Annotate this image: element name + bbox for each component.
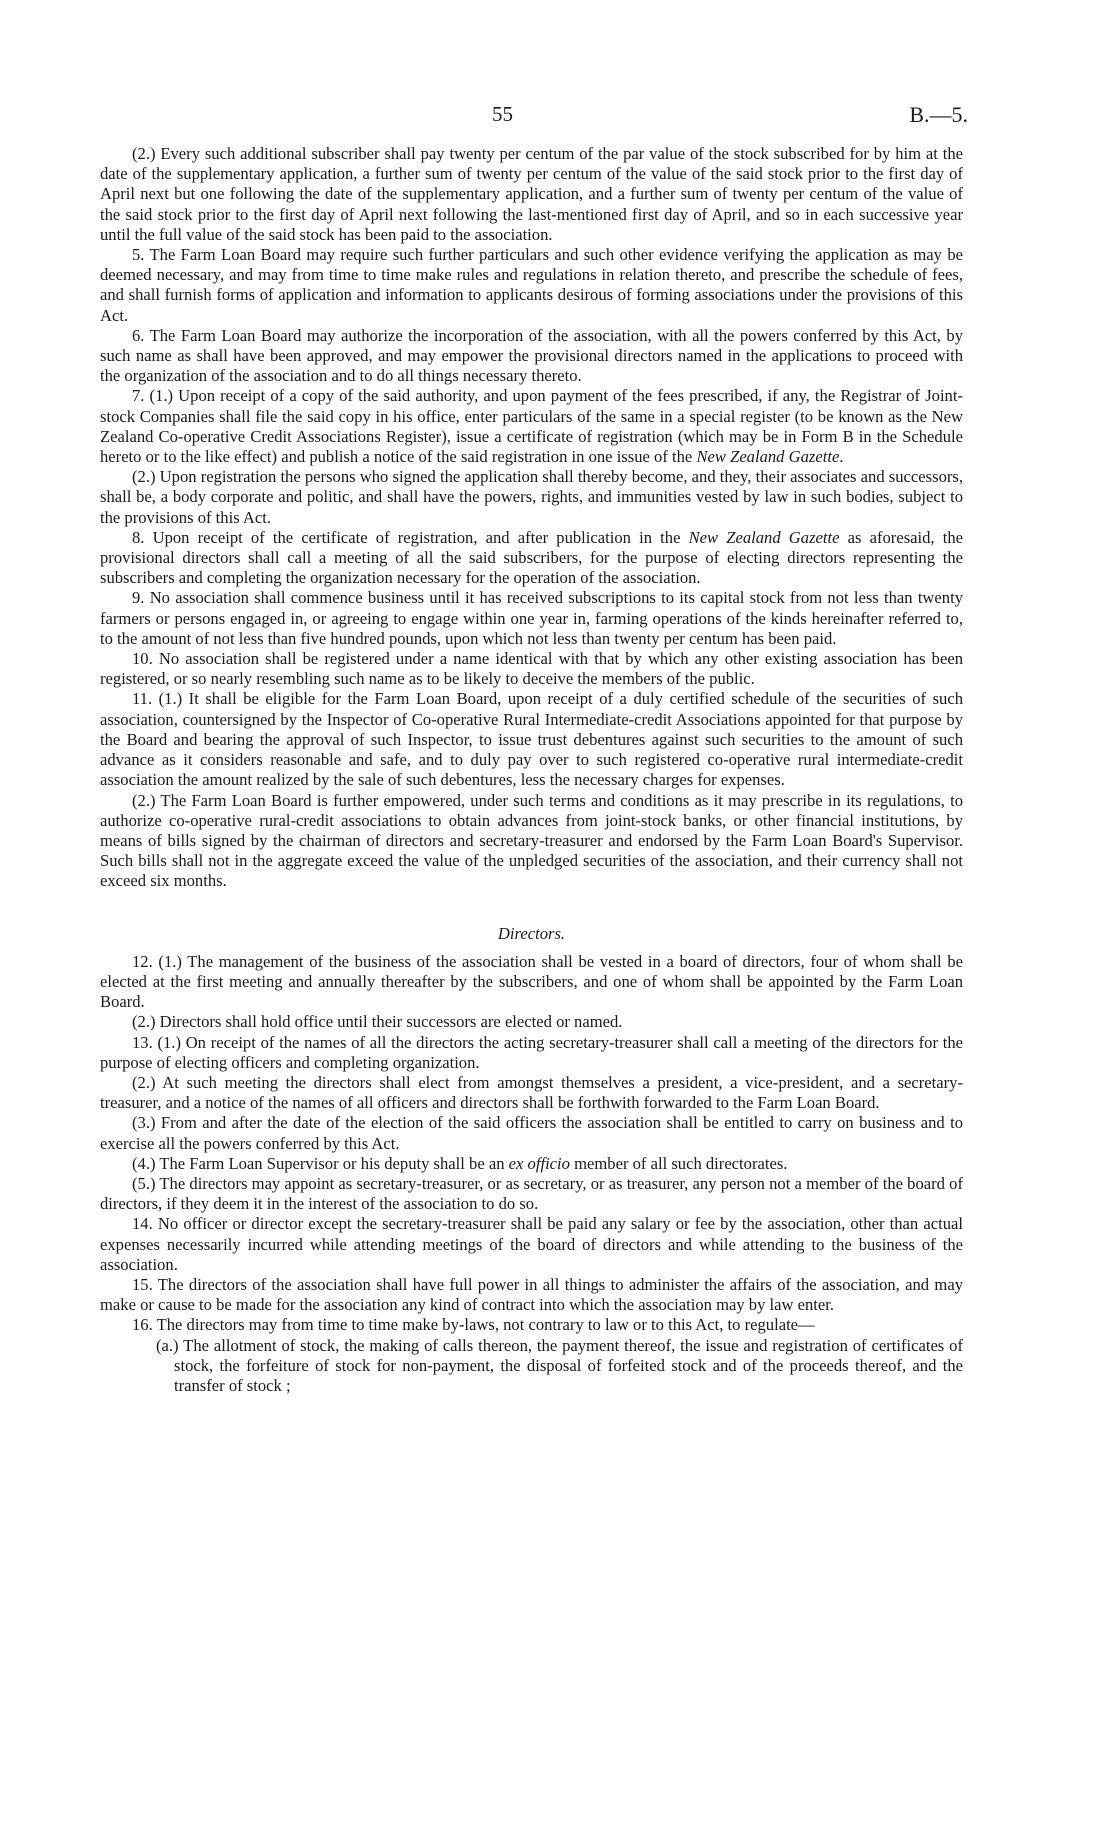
document-reference: B.—5. — [909, 102, 968, 127]
paragraph-9: 9. No association shall commence business until it has received subscriptions to its capital stock from not less than twenty farmers or persons engaged in, or agreeing to engage within one year in, farming operations of the kinds hereinafter referred to, to the amount of not less than five hundred pounds, upon which not less than twenty per centum has been paid. — [100, 588, 963, 648]
paragraph-8-text: 8. Upon receipt of the certificate of registration, and after publication in the — [132, 527, 689, 547]
paragraph-11-1: 11. (1.) It shall be eligible for the Farm Loan Board, upon receipt of a duly certified schedule of the securities of such association, countersigned by the Inspector of Co-operative Rural Intermediate-credit Associations appointed for that purpose by the Board and bearing the approval of such Inspector, to issue trust debentures against such securities to the amount of such advance as it considers reasonable and safe, and to duly pay over to such registered co-operative rural intermediate-credit association the amount realized by the sale of such debentures, less the necessary charges for expenses. — [100, 689, 963, 790]
paragraph-10: 10. No association shall be registered under a name identical with that by which any other existing association has been registered, or so nearly resembling such name as to be likely to deceive the members of the public. — [100, 649, 963, 689]
paragraph-16: 16. The directors may from time to time make by-laws, not contrary to law or to this Act, to regulate— — [132, 1315, 815, 1335]
gazette-title: New Zealand Gazette — [696, 447, 840, 467]
paragraph-8 — [100, 528, 963, 589]
paragraph-11-2: (2.) The Farm Loan Board is further empowered, under such terms and conditions as it may prescribe in its regulations, to authorize co-operative rural-credit associations to obtain advances from joint-stock banks, or other financial institutions, by means of bills signed by the chairman of directors and secretary-treasurer and endorsed by the Farm Loan Board's Supervisor. Such bills shall not in the aggregate exceed the value of the unpledged securities of the association, and their currency shall not exceed six months. — [100, 790, 963, 891]
paragraph-4-2: (2.) Every such additional subscriber shall pay twenty per centum of the par value of the stock subscribed for by him at the date of the supplementary application, a further sum of twenty per centum of the value of the said stock prior to the first day of April next but one following the date of the supplementary application, and a further sum of twenty per centum of the value of the said stock prior to the first day of April next following the last-mentioned first day of April, and so in each successive year until the full value of the said stock has been paid to the association. — [100, 144, 963, 244]
paragraph-7-2: (2.) Upon registration the persons who signed the application shall thereby become, and they, their associates and successors, shall be, a body corporate and politic, and shall have the powers, rights, and immunities vested by law in such bodies, subject to the provisions of this Act. — [100, 467, 963, 527]
paragraph-7-1-text: 7. (1.) Upon receipt of a copy of the said authority, and upon payment of the fees prescribed, if any, the Registrar of Joint-stock Companies shall file the said copy in his office, enter particulars of the same in a special register (to be known as the New Zealand Co-operative Credit Associations Register), issue a certificate of registration (which may be in Form B in the Schedule hereto or to the like effect) and publish a notice of the said registration in one issue of the — [100, 386, 963, 467]
paragraph-13-4-end: member of all such directorates. — [569, 1153, 788, 1173]
section-heading-directors: Directors. — [497, 923, 566, 943]
paragraph-8-end: as aforesaid, the provisional directors shall call a meeting of all the said subscribers, for the purpose of electing directors representing the subscribers and completing the organization necessary for the operation of the association. — [100, 527, 963, 588]
paragraph-7-1 — [100, 386, 963, 467]
subclause-label: (a.) — [156, 1335, 179, 1355]
ex-officio-term: ex officio — [508, 1153, 570, 1173]
paragraph-13-1: 13. (1.) On receipt of the names of all the directors the acting secretary-treasurer shall call a meeting of the directors for the purpose of electing officers and completing organization. — [100, 1032, 963, 1072]
subclause-a — [156, 1335, 963, 1397]
paragraph-5: 5. The Farm Loan Board may require such further particulars and such other evidence verifying the application as may be deemed necessary, and may from time to time make rules and regulations in relation thereto, and prescribe the schedule of fees, and shall furnish forms of application and information to applicants desirous of forming associations under the provisions of this Act. — [100, 245, 963, 325]
paragraph-13-5: (5.) The directors may appoint as secretary-treasurer, or as secretary, or as treasurer, any person not a member of the board of directors, if they deem it in the interest of the association to do so. — [100, 1173, 963, 1214]
paragraph-14: 14. No officer or director except the secretary-treasurer shall be paid any salary or fee by the association, other than actual expenses necessarily incurred while attending meetings of the board of directors and while attending to the business of the association. — [100, 1214, 963, 1274]
page-number: 55 — [492, 102, 513, 126]
paragraph-15: 15. The directors of the association shall have full power in all things to administer the affairs of the association, and may make or cause to be made for the association any kind of contract into which the association may by law enter. — [100, 1274, 963, 1315]
paragraph-12-2: (2.) Directors shall hold office until their successors are elected or named. — [132, 1012, 623, 1032]
paragraph-13-2: (2.) At such meeting the directors shall elect from amongst themselves a president, a vice-president, and a secretary-treasurer, and a notice of the names of all officers and directors shall be forthwith forwarded to the Farm Loan Board. — [100, 1072, 963, 1113]
subclause-text: The allotment of stock, the making of calls thereon, the payment thereof, the issue and registration of certificates of stock, the forfeiture of stock for non-payment, the disposal of forfeited stock and of the proceeds thereof, and the transfer of stock ; — [174, 1335, 963, 1395]
paragraph-7-1-end: . — [839, 447, 844, 467]
paragraph-13-3: (3.) From and after the date of the election of the said officers the association shall be entitled to carry on business and to exercise all the powers conferred by this Act. — [100, 1113, 963, 1153]
gazette-title: New Zealand Gazette — [688, 527, 840, 547]
paragraph-6: 6. The Farm Loan Board may authorize the incorporation of the association, with all the powers conferred by this Act, by such name as shall have been approved, and may empower the provisional directors named in the applications to proceed with the organization of the association and to do all things necessary thereto. — [100, 325, 963, 386]
document-body — [100, 144, 963, 1396]
page-header — [0, 102, 1114, 132]
paragraph-13-4-text: (4.) The Farm Loan Supervisor or his deputy shall be an — [132, 1153, 509, 1173]
paragraph-12-1: 12. (1.) The management of the business of the association shall be vested in a board of directors, four of whom shall be elected at the first meeting and annually thereafter by the subscribers, and one of whom shall be appointed by the Farm Loan Board. — [100, 951, 963, 1012]
paragraph-13-4 — [100, 1154, 963, 1174]
